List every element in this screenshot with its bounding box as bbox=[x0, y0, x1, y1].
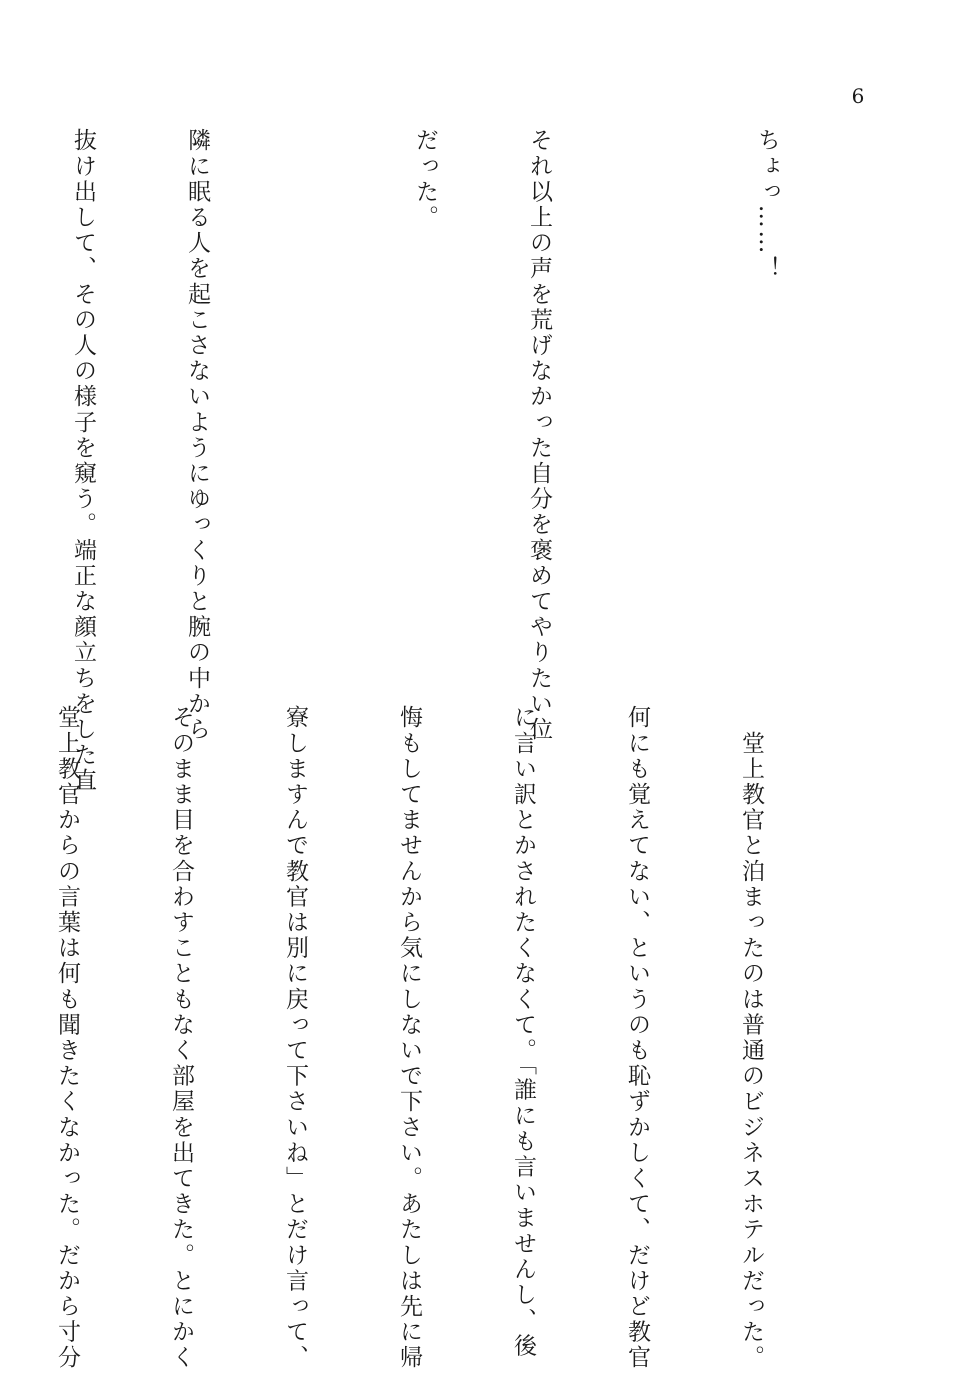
text-line: それ以上の声を荒げなかった自分を褒めてやりたい位 bbox=[526, 128, 552, 743]
text-line: そのまま目を合わすこともなく部屋を出てきた。とにかく bbox=[168, 705, 194, 1371]
text-block-top bbox=[70, 128, 862, 794]
text-line: 何にも覚えてない、というのも恥ずかしくて、だけど教官 bbox=[624, 705, 650, 1371]
text-line: 悔もしてませんから気にしないで下さい。あたしは先に帰 bbox=[396, 705, 422, 1371]
text-line: 寮しますんで教官は別に戻って下さいね」とだけ言って、 bbox=[282, 705, 308, 1371]
text-block-bottom bbox=[54, 705, 846, 1371]
text-line: ちょっ……！ bbox=[754, 128, 780, 282]
page-number: 6 bbox=[851, 84, 865, 108]
text-line bbox=[634, 128, 672, 668]
text-line: だった。 bbox=[412, 128, 438, 231]
text-line: に言い訳とかされたくなくて。「誰にも言いませんし、後 bbox=[510, 705, 536, 1360]
text-line bbox=[292, 128, 330, 668]
text-line: 抜け出して、その人の様子を窺う。端正な顔立ちをした直 bbox=[70, 128, 96, 794]
text-line: 堂上教官からの言葉は何も聞きたくなかった。だから寸分 bbox=[54, 705, 80, 1371]
text-line: 堂上教官と泊まったのは普通のビジネスホテルだった。 bbox=[738, 705, 764, 1371]
text-line: 隣に眠る人を起こさないようにゆっくりと腕の中から bbox=[184, 128, 210, 743]
